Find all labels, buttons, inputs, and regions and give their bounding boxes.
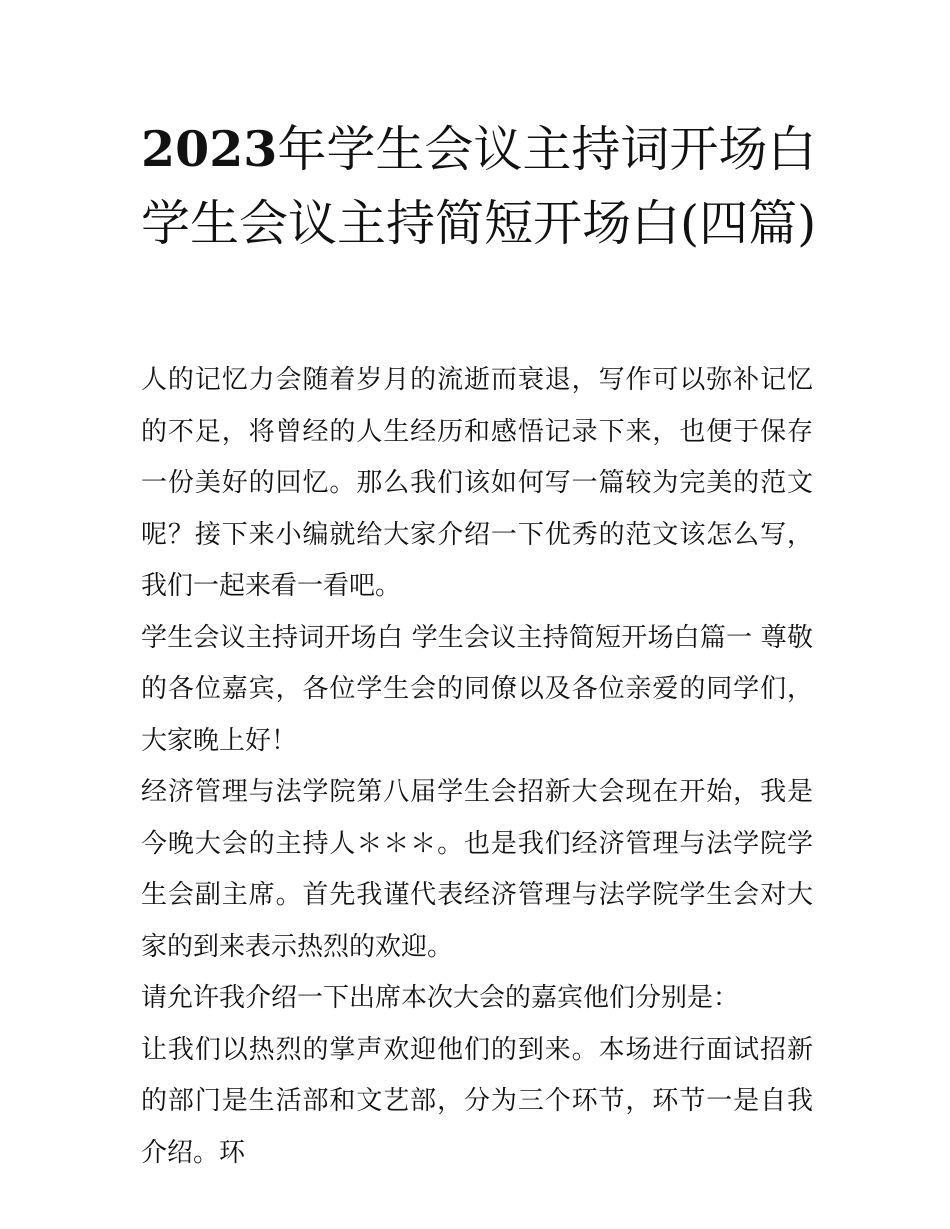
paragraph: 让我们以热烈的掌声欢迎他们的到来。本场进行面试招新的部门是生活部和文艺部，分为三个环节，环节一是自我介绍。环 xyxy=(141,1034,813,1168)
paragraph: 请允许我介绍一下出席本次大会的嘉宾他们分别是： xyxy=(141,983,740,1013)
document-title xyxy=(141,112,831,261)
paragraph: 学生会议主持词开场白 学生会议主持简短开场白篇一 尊敬的各位嘉宾，各位学生会的同僚以及各位亲爱的同学们，大家晚上好！ xyxy=(141,622,813,756)
paragraph: 人的记忆力会随着岁月的流逝而衰退，写作可以弥补记忆的不足，将曾经的人生经历和感悟记录下来，也便于保存一份美好的回忆。那么我们该如何写一篇较为完美的范文呢？接下来小编就给大家介绍一下优秀的范文该怎么写，我们一起来看一看吧。 xyxy=(141,365,813,601)
paragraph: 经济管理与法学院第八届学生会招新大会现在开始，我是今晚大会的主持人＊＊＊。也是我们经济管理与法学院学生会副主席。首先我谨代表经济管理与法学院学生会对大家的到来表示热烈的欢迎。 xyxy=(141,777,813,962)
title-text: 年学生会议主持词开场白学生会议主持简短开场白(四篇) xyxy=(141,121,817,252)
title-year: 2023 xyxy=(141,120,278,178)
document-body xyxy=(141,355,813,1179)
